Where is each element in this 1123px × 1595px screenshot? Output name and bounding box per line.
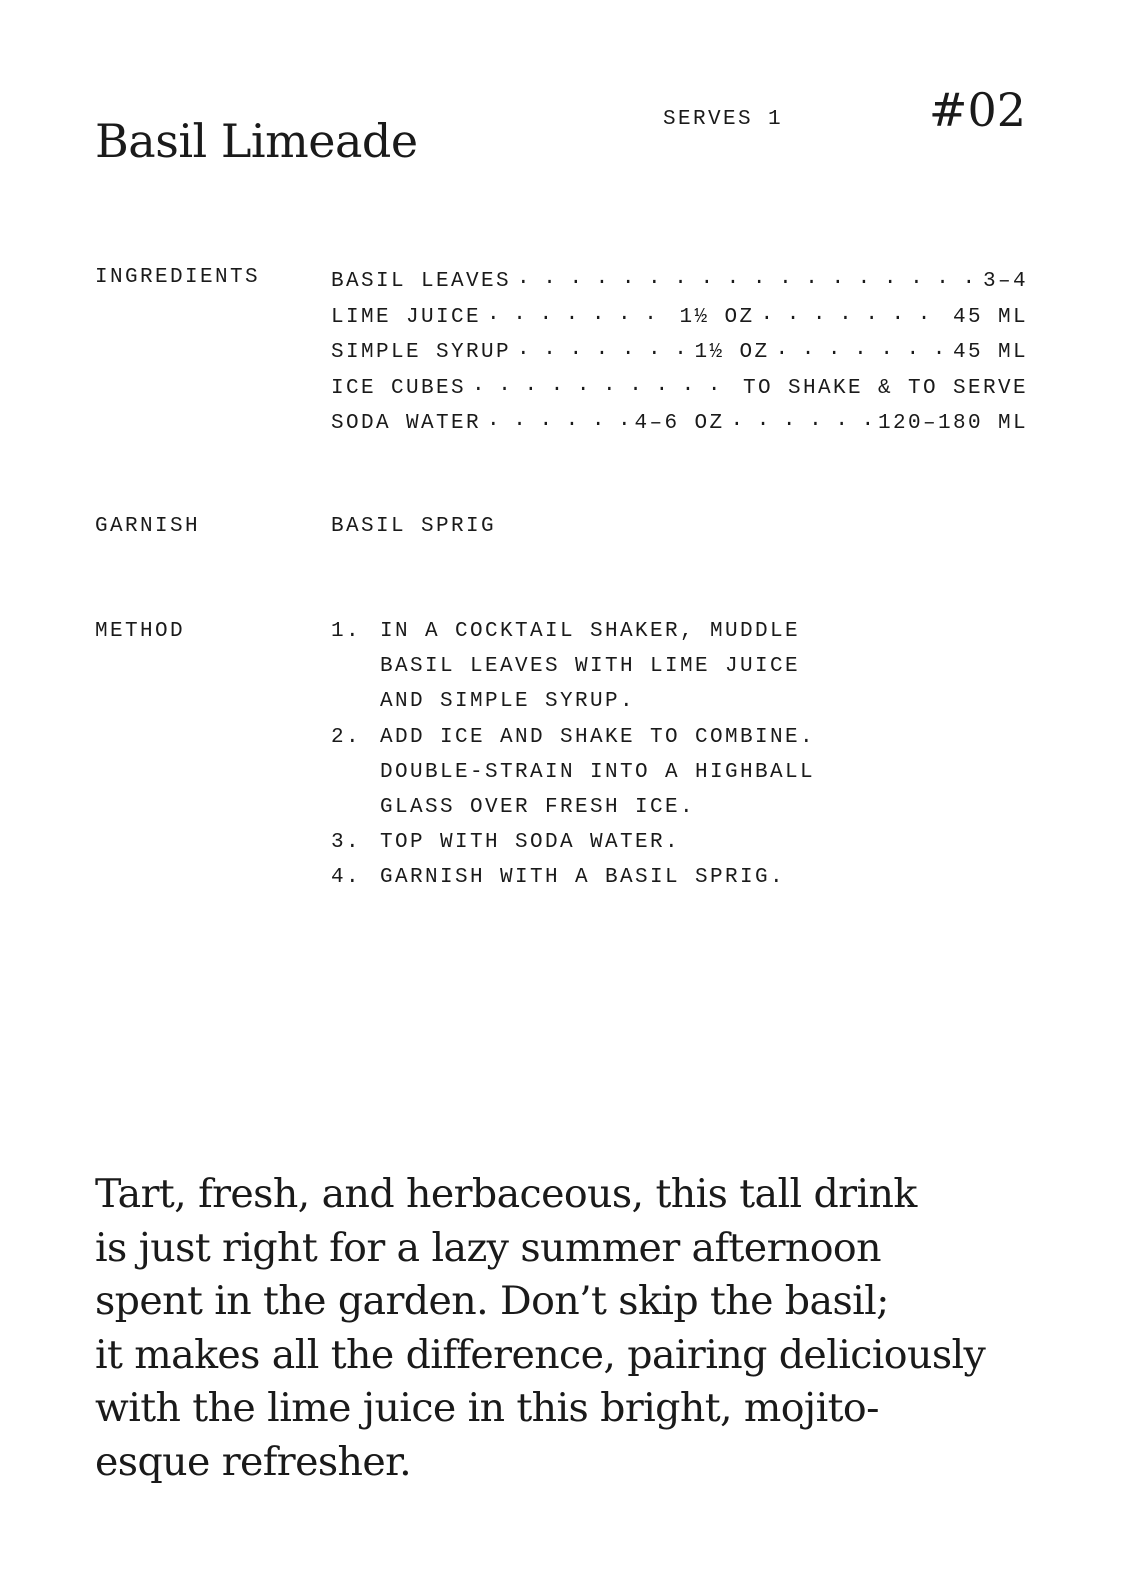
- recipe-title: Basil Limeade: [95, 113, 418, 168]
- ingredient-name: BASIL LEAVES: [331, 270, 512, 293]
- ingredient-row: [331, 301, 1028, 337]
- method-label: METHOD: [95, 620, 186, 643]
- garnish-label: GARNISH: [95, 515, 201, 538]
- ingredient-row: [331, 265, 1028, 301]
- step-number: 4.: [331, 866, 362, 890]
- ingredient-amount: 3–4: [982, 270, 1028, 293]
- recipe-description: Tart, fresh, and herbaceous, this tall drink is just right for a lazy summer afternoon spent in the garden. Don’t skip the basil; it makes all the difference, pairing deliciously with the lime juice in this bright, mojito- esque refresher.: [95, 1171, 986, 1485]
- leader-dots: [487, 407, 628, 428]
- serves-count: SERVES 1: [663, 108, 784, 131]
- recipe-number: #02: [928, 83, 1026, 137]
- ingredient-row: [331, 372, 1028, 408]
- ingredient-row: [331, 407, 1028, 443]
- leader-dots: [487, 301, 673, 322]
- step-text: TOP WITH SODA WATER.: [380, 831, 681, 855]
- method-step: [331, 860, 1031, 895]
- method-step: [331, 614, 1031, 720]
- leader-dots: [517, 336, 688, 357]
- step-text: IN A COCKTAIL SHAKER, MUDDLE BASIL LEAVES WITH LIME JUICE AND SIMPLE SYRUP.: [380, 620, 801, 714]
- leader-dots: [761, 301, 947, 322]
- ingredient-amount: TO SHAKE & TO SERVE: [742, 376, 1028, 400]
- ingredient-qty: 1½ OZ: [694, 341, 770, 364]
- step-number: 2.: [331, 725, 362, 749]
- step-text: GARNISH WITH A BASIL SPRIG.: [380, 866, 786, 890]
- method-step: [331, 720, 1031, 826]
- method-step: [331, 825, 1031, 860]
- leader-dots: [472, 372, 737, 393]
- ingredients-label: INGREDIENTS: [95, 266, 261, 289]
- method-steps: [331, 614, 1031, 896]
- garnish-value: BASIL SPRIG: [331, 515, 497, 538]
- step-number: 1.: [331, 620, 362, 643]
- ingredient-name: ICE CUBES: [331, 376, 467, 400]
- ingredient-metric: 120–180 ML: [877, 412, 1029, 435]
- leader-dots: [731, 407, 872, 428]
- step-number: 3.: [331, 831, 362, 855]
- ingredient-name: LIME JUICE: [331, 305, 482, 329]
- ingredient-qty: 1½ OZ: [679, 305, 755, 329]
- leader-dots: [517, 265, 977, 286]
- ingredient-name: SODA WATER: [331, 412, 482, 435]
- ingredient-metric: 45 ML: [952, 305, 1028, 329]
- ingredient-qty: 4–6 OZ: [634, 412, 725, 435]
- ingredients-list: [331, 265, 1028, 443]
- ingredient-row: [331, 336, 1028, 372]
- leader-dots: [776, 336, 947, 357]
- ingredient-name: SIMPLE SYRUP: [331, 341, 512, 364]
- ingredient-metric: 45 ML: [952, 341, 1028, 364]
- step-text: ADD ICE AND SHAKE TO COMBINE. DOUBLE-STRAIN INTO A HIGHBALL GLASS OVER FRESH ICE.: [380, 725, 816, 820]
